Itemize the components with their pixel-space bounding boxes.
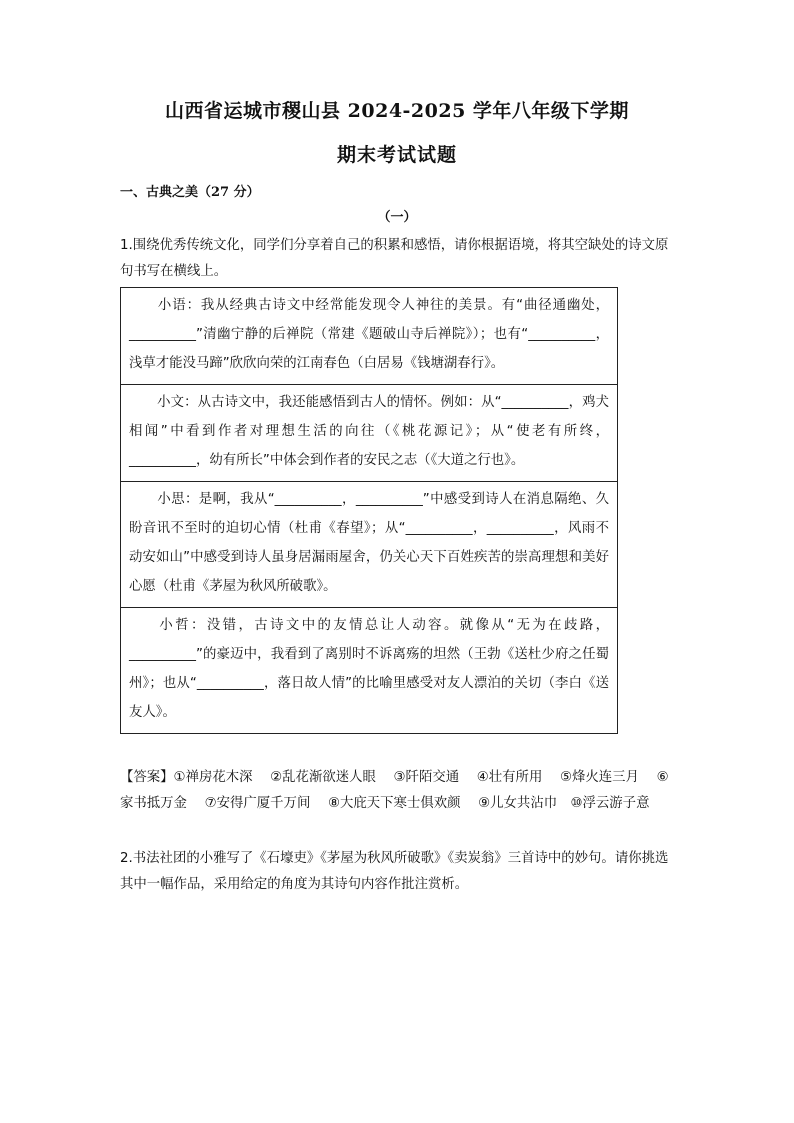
- fill-in-table: [120, 287, 618, 734]
- table-row: [121, 608, 618, 734]
- row-text: 小哲：没错，古诗文中的友情总让人动容。就像从“无为在歧路，__________”的豪迈中，我看到了离别时不诉离殇的坦然（王勃《送杜少府之任蜀州》；也从“__________，落日故人情”的比喻里感受对友人漂泊的关切（李白《送友人》。: [129, 618, 609, 720]
- section-heading: 一、古典之美（27 分）: [120, 185, 260, 200]
- sub-section-heading: （一）: [377, 210, 417, 225]
- question-1-prompt: 1.围绕优秀传统文化，同学们分享着自己的积累和感悟，请你根据语境，将其空缺处的诗文原句书写在横线上。: [120, 238, 669, 279]
- table-row: [121, 482, 618, 608]
- exam-subtitle: 期末考试试题: [336, 144, 457, 166]
- answer-text: 【答案】①禅房花木深 ②乱花渐欲迷人眼 ③阡陌交通 ④壮有所用 ⑤烽火连三月 ⑥家书抵万金 ⑦安得广厦千万间 ⑧大庇天下寒士俱欢颜 ⑨儿女共沾巾 ⑩浮云游子意: [120, 770, 669, 811]
- table-cell: [121, 482, 618, 608]
- question-2-prompt: 2.书法社团的小雅写了《石壕吏》《茅屋为秋风所破歌》《卖炭翁》三首诗中的妙句。请你挑选其中一幅作品，采用给定的角度为其诗句内容作批注赏析。: [120, 851, 669, 892]
- row-text: 小文：从古诗文中，我还能感悟到古人的情怀。例如：从“__________，鸡犬相闻”中看到作者对理想生活的向往（《桃花源记》；从“使老有所终，__________，幼有所长”中体会到作者的安民之志（《大道之行也》。: [129, 395, 609, 468]
- exam-title: 山西省运城市稷山县 2024-2025 学年八年级下学期: [165, 100, 629, 122]
- row-text: 小语：我从经典古诗文中经常能发现令人神往的美景。有“曲径通幽处，__________”清幽宁静的后禅院（常建《题破山寺后禅院》）；也有“__________，浅草才能没马蹄”欣欣向荣的江南春色（白居易《钱塘湖春行》。: [129, 298, 609, 371]
- table-row: [121, 288, 618, 385]
- row-text: 小思：是啊，我从“__________，__________”中感受到诗人在消息隔绝、久盼音讯不至时的迫切心情（杜甫《春望》；从“__________，__________，风雨不动安如山”中感受到诗人虽身居漏雨屋舍，仍关心天下百姓疾苦的崇高理想和美好心愿（杜甫《茅屋为秋风所破歌》。: [129, 492, 609, 594]
- table-cell: [121, 608, 618, 734]
- table-cell: [121, 385, 618, 482]
- table-cell: [121, 288, 618, 385]
- table-row: [121, 385, 618, 482]
